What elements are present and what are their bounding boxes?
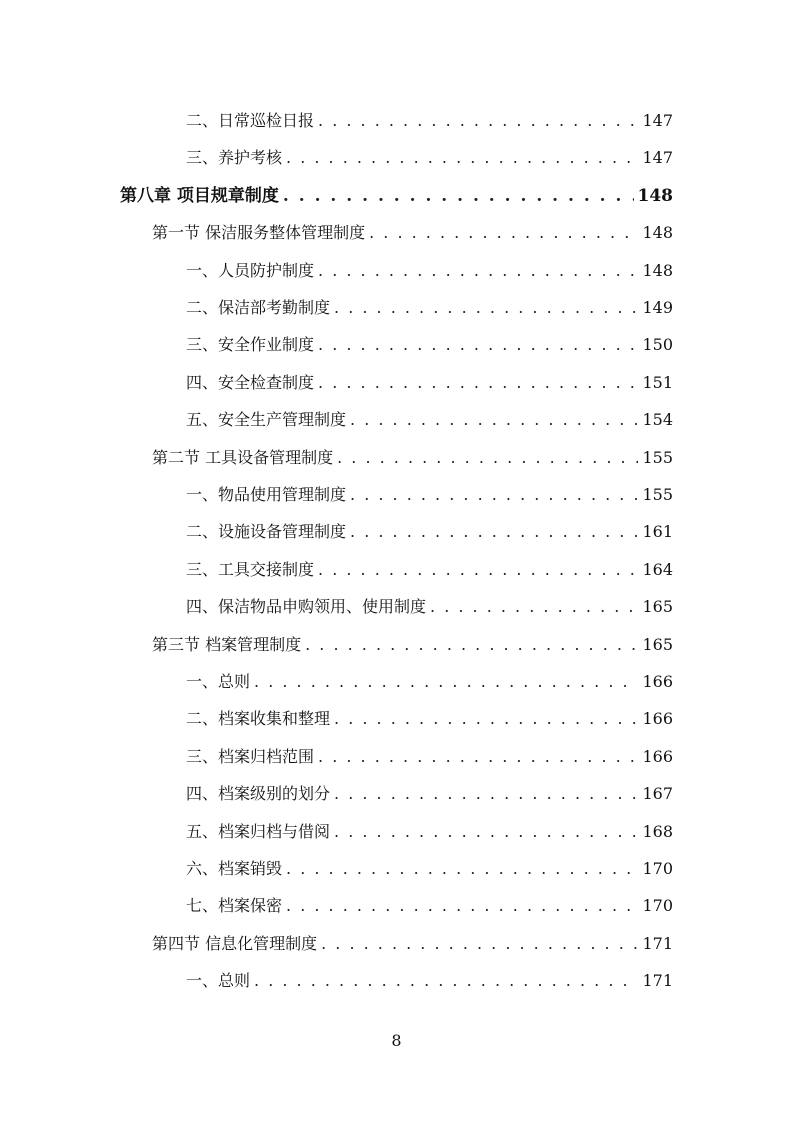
toc-entry[interactable]	[186, 512, 673, 542]
toc-dot-leader	[350, 485, 638, 505]
toc-entry[interactable]	[186, 400, 673, 430]
toc-dot-leader	[334, 784, 638, 804]
toc-entry[interactable]	[186, 849, 673, 879]
toc-entry[interactable]	[152, 625, 673, 655]
toc-entry-page: 167	[642, 784, 673, 804]
toc-entry[interactable]	[186, 662, 673, 692]
toc-entry-page: 148	[637, 185, 673, 206]
toc-dot-leader	[430, 597, 638, 617]
toc-entry-title: 四、安全检查制度	[186, 372, 315, 392]
toc-entry[interactable]	[186, 288, 673, 318]
toc-entry[interactable]	[186, 363, 673, 393]
toc-entry-page: 154	[642, 410, 673, 430]
toc-entry-page: 149	[642, 298, 673, 317]
toc-entry-title: 七、档案保密	[186, 896, 283, 916]
toc-dot-leader	[286, 148, 638, 168]
toc-dot-leader	[334, 298, 638, 318]
toc-entry-title: 五、档案归档与借阅	[186, 821, 331, 841]
toc-entry-title: 第二节 工具设备管理制度	[152, 447, 334, 467]
toc-entry-title: 第八章 项目规章制度	[120, 185, 279, 206]
toc-entry-page: 165	[642, 634, 673, 654]
toc-dot-leader	[369, 223, 638, 243]
toc-entry-page: 166	[642, 709, 673, 729]
toc-entry-page: 171	[642, 933, 673, 953]
toc-dot-leader	[286, 896, 638, 916]
toc-entry-title: 一、物品使用管理制度	[186, 485, 347, 504]
toc-entry-page: 148	[642, 260, 673, 280]
toc-entry-page: 155	[642, 485, 673, 504]
toc-entry[interactable]	[186, 774, 673, 804]
toc-entry-title: 二、档案收集和整理	[186, 709, 331, 729]
toc-entry-page: 166	[642, 746, 673, 766]
toc-entry[interactable]	[152, 438, 673, 468]
toc-entry[interactable]	[186, 699, 673, 729]
toc-entry-title: 三、工具交接制度	[186, 559, 315, 579]
toc-dot-leader	[286, 859, 638, 879]
toc-entry-page: 155	[642, 447, 673, 467]
toc-dot-leader	[318, 747, 638, 767]
toc-entry[interactable]	[186, 251, 673, 281]
toc-entry-page: 166	[642, 672, 673, 691]
toc-dot-leader	[283, 186, 634, 206]
toc-dot-leader	[334, 822, 638, 842]
toc-dot-leader	[254, 672, 638, 692]
toc-entry[interactable]	[120, 176, 673, 206]
toc-entry-page: 147	[642, 148, 673, 168]
toc-entry-title: 三、安全作业制度	[186, 335, 315, 355]
toc-entry-title: 二、日常巡检日报	[186, 111, 315, 130]
toc-entry[interactable]	[186, 101, 673, 131]
toc-entry-title: 二、设施设备管理制度	[186, 522, 347, 542]
toc-dot-leader	[350, 410, 638, 430]
toc-entry-page: 150	[642, 335, 673, 355]
toc-entry-title: 五、安全生产管理制度	[186, 410, 347, 430]
toc-entry-title: 一、总则	[186, 971, 251, 991]
toc-entry-page: 170	[642, 896, 673, 916]
toc-entry-page: 164	[642, 559, 673, 579]
toc-entry-page: 165	[642, 597, 673, 617]
page-number: 8	[391, 1031, 402, 1050]
toc-dot-leader	[350, 522, 638, 542]
toc-entry[interactable]	[186, 961, 673, 991]
toc-dot-leader	[321, 934, 638, 954]
toc-entry-title: 三、养护考核	[186, 148, 283, 168]
toc-entry-title: 第三节 档案管理制度	[152, 634, 302, 654]
toc-entry[interactable]	[186, 737, 673, 767]
toc-entry-title: 二、保洁部考勤制度	[186, 298, 331, 317]
toc-dot-leader	[337, 448, 638, 468]
toc-entry-title: 三、档案归档范围	[186, 746, 315, 766]
toc-entry-page: 147	[642, 111, 673, 130]
toc-entry[interactable]	[152, 924, 673, 954]
toc-entry-title: 四、档案级别的划分	[186, 784, 331, 804]
toc-entry-page: 171	[642, 971, 673, 991]
toc-entry[interactable]	[186, 550, 673, 580]
toc-dot-leader	[254, 971, 638, 991]
toc-dot-leader	[305, 635, 638, 655]
toc-entry-page: 161	[642, 522, 673, 542]
toc-entry-page: 170	[642, 859, 673, 878]
toc-entry[interactable]	[186, 138, 673, 168]
toc-entry-page: 151	[642, 372, 673, 392]
toc-dot-leader	[318, 261, 638, 281]
toc-entry[interactable]	[186, 325, 673, 355]
toc-entry[interactable]	[186, 886, 673, 916]
toc-dot-leader	[318, 335, 638, 355]
toc-entry-title: 四、保洁物品申购领用、使用制度	[186, 597, 427, 617]
toc-entry[interactable]	[186, 812, 673, 842]
toc-entry-title: 一、人员防护制度	[186, 260, 315, 280]
toc-entry[interactable]	[186, 475, 673, 505]
toc-entry-title: 第一节 保洁服务整体管理制度	[152, 223, 366, 243]
toc-entry[interactable]	[186, 587, 673, 617]
toc-entry-page: 148	[642, 223, 673, 243]
toc-dot-leader	[318, 373, 638, 393]
toc-entry-title: 第四节 信息化管理制度	[152, 933, 318, 953]
toc-dot-leader	[318, 111, 638, 131]
toc-entry-title: 一、总则	[186, 672, 251, 691]
toc-entry[interactable]	[152, 213, 673, 243]
toc-dot-leader	[334, 709, 638, 729]
toc-entry-title: 六、档案销毁	[186, 859, 283, 878]
toc-entry-page: 168	[642, 821, 673, 841]
toc-dot-leader	[318, 560, 638, 580]
